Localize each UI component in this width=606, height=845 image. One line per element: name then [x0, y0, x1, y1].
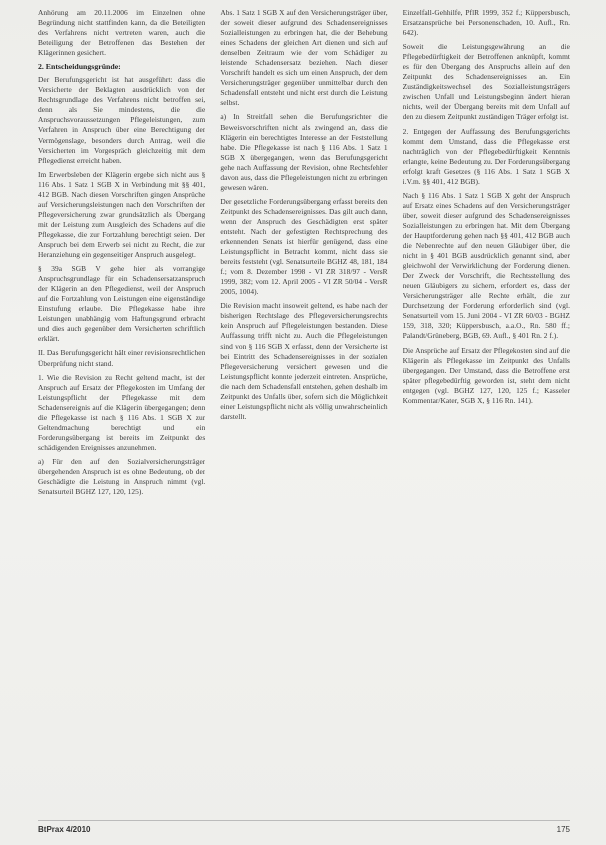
paragraph: Die Revision macht insoweit geltend, es habe nach der bisherigen Rechtslage des Pflegeversicherungsrechts kein Anspruch auf Pflegeleistungen bestanden. Diese Auffassung trifft nicht zu. Auch die Pflegeleistungen sind von § 116 SGB X erfasst, denn der Versicherte ist bei Eintritt des Schadensereignisses in der sozialen Pflegeversicherung versichert gewesen und die Leistungspflicht konnte jederzeit eintreten. Ansprüche, die nach dem Schadensfall entstehen, gehen deshalb im Zeitpunkt des Unfalls über, sofern sich die Möglichkeit einer Leistungspflicht nicht als völlig unwahrscheinlich darstellt.	[220, 301, 388, 421]
paragraph: a) In Streitfall sehen die Berufungsrichter die Beweisvorschriften nicht als zwingend an, dass die Klägerin ein berechtigtes Interesse an der Feststellung habe. Die Pflegekasse ist nach § 116 Abs. 1 Satz 1 SGB X übergegangen, wenn das Berufungsgericht gehe nach Auffassung der Revision, ohne Rechtsfehler davon aus, dass die Pflegeleistungen nicht zu erbringen gewesen wären.	[220, 112, 388, 192]
paragraph: 2. Entgegen der Auffassung des Berufungsgerichts kommt dem Umstand, dass die Pflegekasse erst nachträglich von der Pflegebedürftigkeit Kenntnis erlangte, keine Bedeutung zu. Der Forderungsübergang erfolgt kraft Gesetzes (§ 116 Abs. 1 Satz 1 SGB X i.V.m. §§ 401, 412 BGB).	[402, 126, 570, 186]
paragraph: Im Erwerbsleben der Klägerin ergebe sich nicht aus § 116 Abs. 1 Satz 1 SGB X in Verbindung mit §§ 401, 412 BGB. Nach diesen Vorschriften gingen Ansprüche auf Versicherungsleistungen nach den Vorschriften der Pflegeversicherung zwar grundsätzlich als Übergang mit der Leistung zum Ausgleich des Schadens auf die Pflegekasse, die zur Fortzahlung berechtigt seien. Der Anspruch bei dem Erwerb sei nicht zu Recht, die zur Heranziehung ein gegenseitiger Anspruch ausgelegt.	[38, 169, 206, 260]
paragraph: Abs. 1 Satz 1 SGB X auf den Versicherungsträger über, der soweit dieser aufgrund des Schadensereignisses Sozialleistungen zu erbringen hat, die der Behebung eines Schadens der gleichen Art dienen und sich auf denselben Zeitraum wie der vom Schädiger zu leistende Schadensersatz beziehen. Nach dieser Vorschrift handelt es sich um einen Anspruch, der dem Versicherungsträger gegenüber unmittelbar durch den Schadensfall entsteht und nicht erst durch die Leistung selbst.	[220, 8, 388, 108]
paragraph: Die Ansprüche auf Ersatz der Pflegekosten sind auf die Klägerin als Pflegekasse im Zeitpunkt des Unfalls übergegangen. Der Umstand, dass die Betroffene erst später pflegebedürftig geworden ist, steht dem nicht entgegen (vgl. BGHZ 127, 120, 125 f.; Kasseler Kommentar/Kater, SGB X, § 116 Rn. 141).	[402, 345, 570, 405]
paragraph: Nach § 116 Abs. 1 Satz 1 SGB X geht der Anspruch auf Ersatz eines Schadens auf den Versicherungsträger über, soweit dieser aufgrund des Schadensereignisses Sozialleistungen zu erbringen hat. Mit dem Übergang der Hauptforderung gehen nach §§ 401, 412 BGB auch die Nebenrechte auf den neuen Gläubiger über, die nicht in § 401 BGB ausdrücklich genannt sind, aber gleichwohl der Verwirklichung der Forderung dienen. Der Zweck der Vorschrift, die Rechtsstellung des neuen Gläubigers zu sichern, erfordert es, dass der Versicherungsträger alle Rechte erhält, die zur Durchsetzung der Forderung erforderlich sind (vgl. Senatsurteil vom 15. Juni 2004 - VI ZR 60/03 - BGHZ 159, 318, 320; Küppersbusch, a.a.O., Rn. 580 ff.; Palandt/Grüneberg, BGB, 69. Aufl., § 401 Rn. 2 f.).	[402, 190, 570, 341]
paragraph: Einzelfall-Gehhilfe, PflR 1999, 352 f.; Küppersbusch, Ersatzansprüche bei Personenschaden, 10. Aufl., Rn. 642).	[402, 8, 570, 38]
column-middle	[220, 8, 387, 818]
journal-footer: BtPrax 4/2010	[38, 825, 91, 834]
column-left	[38, 8, 205, 818]
paragraph: Soweit die Leistungsgewährung an die Pflegebedürftigkeit der Betroffenen anknüpft, kommt es für den Übergang des Anspruchs allein auf den Zeitpunkt des Schadensereignisses an. Ein Zuständigkeitswechsel des Sozialleistungsträgers zwischen Unfall und Leistungsbeginn ändert hieran nichts, weil der Übergang bereits mit dem Unfall auf den zu diesem Zeitpunkt zuständigen Träger erfolgt ist.	[402, 42, 570, 122]
paragraph: Der gesetzliche Forderungsübergang erfasst bereits den Zeitpunkt des Schadensereignisses. Das gilt auch dann, wenn der Anspruch des Geschädigten erst später entsteht. Nach der gefestigten Rechtsprechung des erkennenden Senats ist hierfür genügend, dass eine Leistungspflicht in Betracht kommt, nicht dass sie bereits feststeht (vgl. Senatsurteile BGHZ 48, 181, 184 f.; vom 8. Dezember 1998 - VI ZR 318/97 - VersR 1999, 382; vom 12. April 2005 - VI ZR 50/04 - VersR 2005, 1004).	[220, 196, 388, 297]
page-number: 175	[556, 825, 570, 834]
section-heading: 2. Entscheidungsgründe:	[38, 62, 121, 72]
paragraph: 1. Wie die Revision zu Recht geltend macht, ist der Anspruch auf Ersatz der Pflegekosten im Umfang der Leistungspflicht der Pflegekasse mit dem Schadensereignis auf die Klägerin übergegangen; denn die Pflegekasse ist nach § 116 Abs. 1 SGB X zur Geltendmachung berechtigt und ein Forderungsübergang ist bereits im Zeitpunkt des schädigenden Ereignisses anzunehmen.	[38, 372, 206, 452]
paragraph: Anhörung am 20.11.2006 im Einzelnen ohne Begründung nicht stattfinden kann, da die Beteiligten des Verfahrens nicht vertreten waren, auch die Beteiligung der Betroffenen das Bestehen der Klägerinnen gesichert.	[38, 8, 206, 58]
footer-rule	[38, 820, 570, 821]
paragraph: Der Berufungsgericht ist hat ausgeführt: dass die Versicherte der Beklagten ausdrücklich von der Rechtsgrundlage des Verfahrens nicht betroffen sei, denn als Sie mindestens, die die Anspruchsvoraussetzungen Pflegeleistungen, zum Verfahren in Anspruch über eine Berechtigung der Vermögenslage, besonders durch Antrag, weil die Versicherten im Vorgespräch gleichzeitig mit dem Pflegedienst erreicht haben.	[38, 75, 206, 165]
paragraph: a) Für den auf den Sozialversicherungsträger übergehenden Anspruch ist es ohne Bedeutung, ob der Geschädigte die Leistung in Anspruch nimmt (vgl. Senatsurteil BGHZ 127, 120, 125).	[38, 456, 206, 497]
column-right	[403, 8, 570, 818]
text-columns	[38, 8, 570, 818]
paragraph: § 39a SGB V gehe hier als vorrangige Anspruchsgrundlage für ein Schadensersatzanspruch der Klägerin an den Pflegedienst, weil der Anspruch auf die Fortzahlung von Leistungen eine eigenständige Einstufung erlaube. Die Pflegekasse habe ihre Leistungen unabhängig vom Haftungsgrund erbracht und dies auch gegenüber dem Versicherten schriftlich erklärt.	[38, 264, 206, 344]
paragraph: II. Das Berufungsgericht hält einer revisionsrechtlichen Überprüfung nicht stand.	[38, 348, 206, 368]
